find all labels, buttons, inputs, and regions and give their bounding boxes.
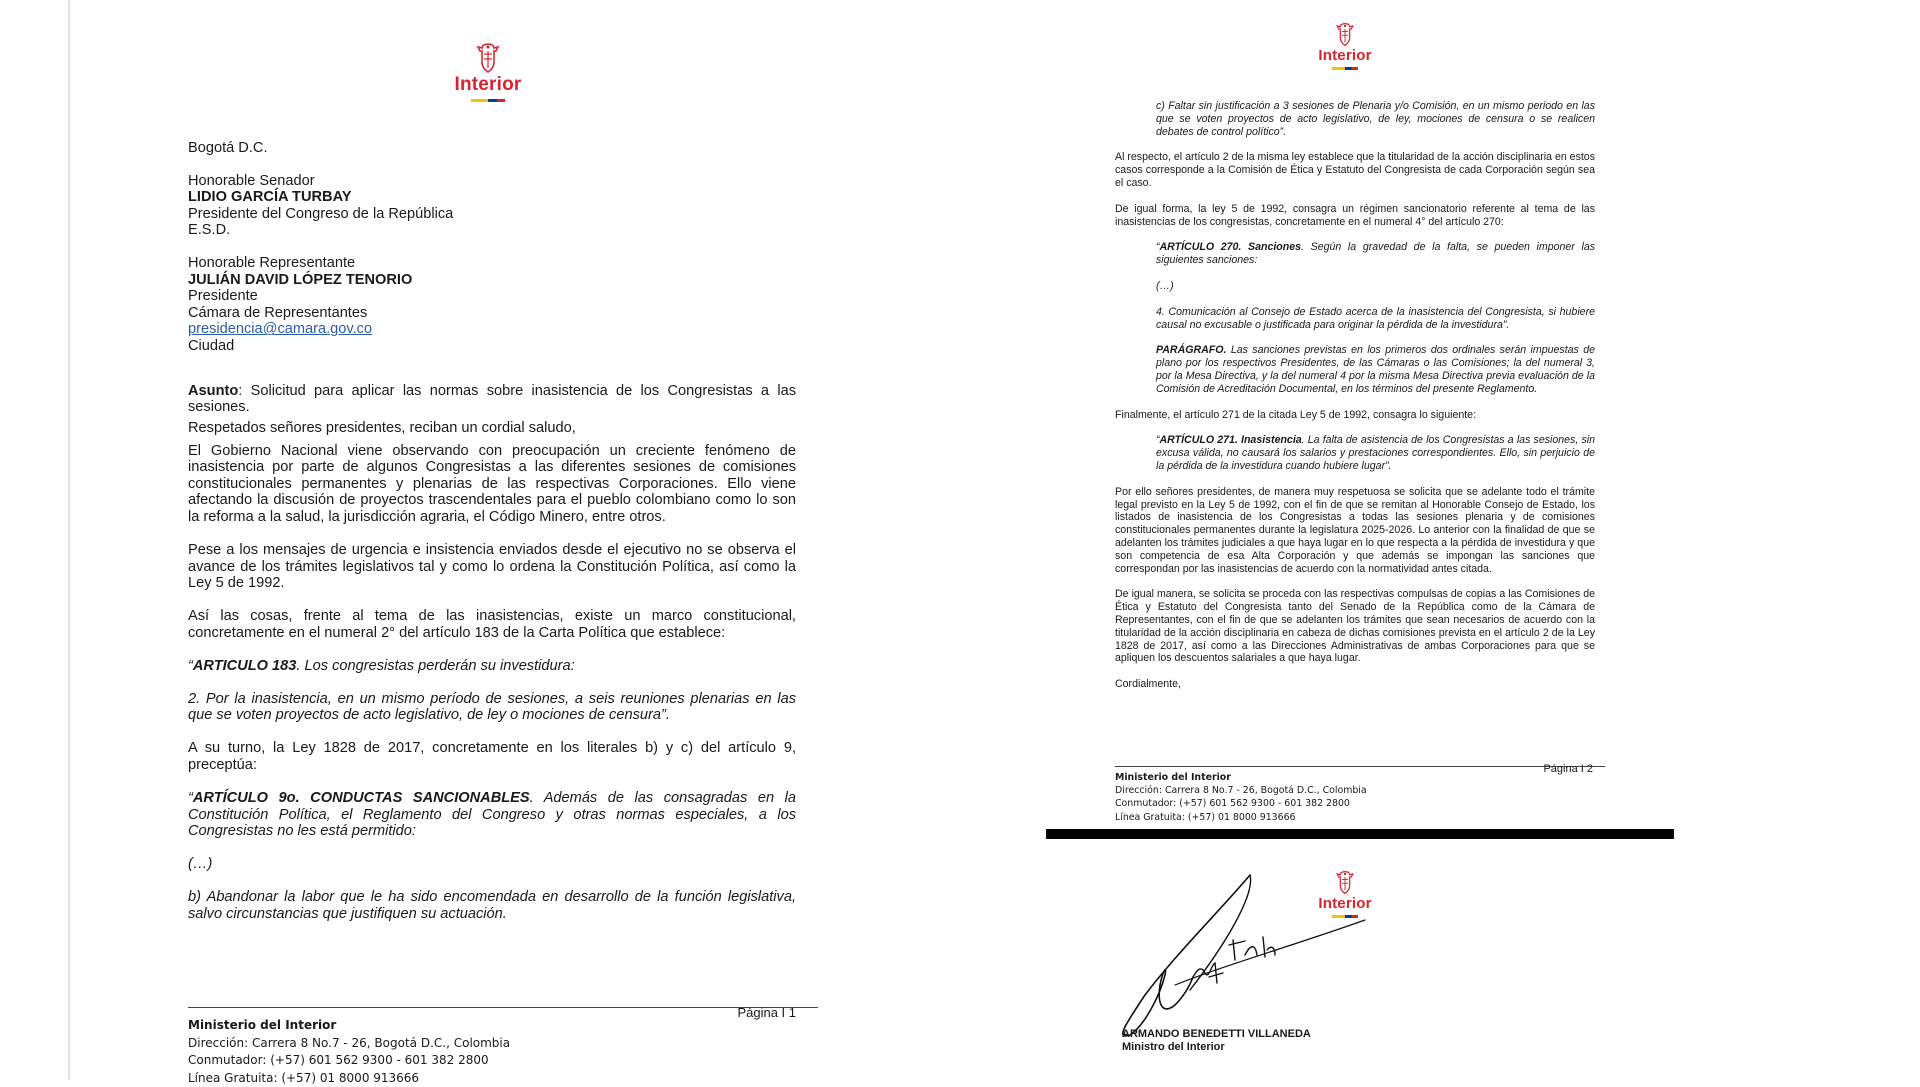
coat-of-arms-icon xyxy=(474,42,502,74)
footer-toll-free: Línea Gratuita: (+57) 01 8000 913666 xyxy=(1115,811,1605,824)
footer-org: Ministerio del Interior xyxy=(1115,771,1605,784)
quote-item: b) Abandonar la labor que le ha sido encomendada en desarrollo de la función legislativa, salvo circunstancias que justifiquen su actuación. xyxy=(188,889,796,922)
footer-address: Dirección: Carrera 8 No.7 - 26, Bogotá D.C., Colombia xyxy=(188,1035,818,1053)
page-number: Página I 2 xyxy=(1543,763,1593,775)
ministry-logo xyxy=(1295,22,1395,70)
flag-stripe xyxy=(1332,67,1358,70)
quote-heading: “ARTÍCULO 271. Inasistencia. La falta de asistencia de los Congresistas a las sesiones, sin excusa válida, no causará los salarios y prestaciones correspondientes. Ello, sin perjuicio de la pérdida de la investidura cuando hubiere lugar”. xyxy=(1156,434,1595,472)
footer-address: Dirección: Carrera 8 No.7 - 26, Bogotá D.C., Colombia xyxy=(1115,784,1605,797)
subject-line xyxy=(188,383,796,416)
quote-item: 2. Por la inasistencia, en un mismo período de sesiones, a seis reuniones plenarias en las que se voten proyectos de acto legislativo, de ley o mociones de censura”. xyxy=(188,691,796,724)
signer-name: ARMANDO BENEDETTI VILLANEDA xyxy=(1122,1028,1311,1041)
page-footer xyxy=(188,1007,818,1087)
quote-ellipsis: (…) xyxy=(1156,280,1595,293)
paragraph: De igual forma, la ley 5 de 1992, consagra un régimen sancionatorio referente al tema de las inasistencias de los congresistas, concretamente en el numeral 4° del artículo 270: xyxy=(1115,203,1595,229)
paragraph: El Gobierno Nacional viene observando con preocupación un creciente fenómeno de inasistencia por parte de algunos Congresistas a las diferentes sesiones de comisiones constitucionales permanentes y plenarias de las respectivas Corporaciones. Ello viene afectando la discusión de proyectos trascendentales para el pueblo colombiano como lo son la reforma a la salud, la jurisdicción agraria, el Código Minero, entre otros. xyxy=(188,443,796,526)
logo-wordmark: Interior xyxy=(1295,47,1395,64)
logo-wordmark: Interior xyxy=(1295,895,1395,912)
letter-page-1 xyxy=(188,0,800,1080)
recipient-city: Ciudad xyxy=(188,338,796,355)
ministry-logo xyxy=(433,42,543,102)
paragraph: Por ello señores presidentes, de manera muy respetuosa se solicita que se adelante todo el trámite legal previsto en la Ley 5 de 1992, con el fin de que se remitan al Honorable Consejo de Estado, los listados de inasistencia de los Congresistas a todas las sesiones plenaria y de comisiones constitucionales permanentes durante la legislatura 2025-2026. Lo anterior con la finalidad de que se adelanten los trámites judiciales a que haya lugar en lo que respecta a la pérdida de investidura y que son competencia de esa Alta Corporación y que además se impongan las sanciones que correspondan por las inasistencias de acuerdo con la normatividad antes citada. xyxy=(1115,486,1595,576)
quote-item: 4. Comunicación al Consejo de Estado acerca de la inasistencia del Congresista, si hubiere causal no excusable o justificada para originar la pérdida de la investidura”. xyxy=(1156,306,1595,332)
recipient-title: Honorable Senador xyxy=(188,173,796,190)
recipient-2 xyxy=(188,255,796,355)
letter-page-2 xyxy=(1115,0,1595,830)
letter-body-1 xyxy=(188,140,796,939)
email-link[interactable]: presidencia@camara.gov.co xyxy=(188,321,372,337)
paragraph: Así las cosas, frente al tema de las inasistencias, existe un marco constitucional, concretamente en el numeral 2° del artículo 183 de la Carta Política que establece: xyxy=(188,608,796,641)
recipient-extra: E.S.D. xyxy=(188,222,796,239)
page-footer xyxy=(1115,766,1605,824)
recipient-chamber: Cámara de Representantes xyxy=(188,305,796,322)
paragraph: Al respecto, el artículo 2 de la misma ley establece que la titularidad de la acción disciplinaria en estos casos corresponde a la Comisión de Ética y Estatuto del Congresista de cada Corporación según sea el caso. xyxy=(1115,151,1595,189)
recipient-title: Honorable Representante xyxy=(188,255,796,272)
page-divider-bar xyxy=(1046,829,1674,839)
footer-phone: Conmutador: (+57) 601 562 9300 - 601 382 2800 xyxy=(1115,797,1605,810)
paragraph: Finalmente, el artículo 271 de la citada Ley 5 de 1992, consagra lo siguiente: xyxy=(1115,409,1595,422)
footer-phone: Conmutador: (+57) 601 562 9300 - 601 382 2800 xyxy=(188,1052,818,1070)
recipient-1 xyxy=(188,173,796,239)
recipient-name: LIDIO GARCÍA TURBAY xyxy=(188,189,796,206)
signer-role: Ministro del Interior xyxy=(1122,1041,1311,1054)
footer-toll-free: Línea Gratuita: (+57) 01 8000 913666 xyxy=(188,1070,818,1087)
paragraph: De igual manera, se solicita se proceda con las respectivas compulsas de copias a las Comisiones de Ética y Estatuto del Congresista tanto del Senado de la República como de la Cámara de Representantes, con el fin de que se adelanten los trámites que sean necesarios de acuerdo con la titularidad de la acción disciplinaria en cabeza de dichas comisiones prevista en el artículo 2 de la Ley 1828 de 2017, así como a las Direcciones Administrativas de ambas Corporaciones para que se apliquen los descuentos salariales a que haya lugar. xyxy=(1115,588,1595,665)
subject-label: Asunto xyxy=(188,383,238,399)
quote-heading: “ARTÍCULO 270. Sanciones. Según la gravedad de la falta, se pueden imponer las siguientes sanciones: xyxy=(1156,241,1595,267)
handwritten-signature xyxy=(1105,865,1425,1045)
quote-ellipsis: (…) xyxy=(188,856,796,873)
quote-heading: “ARTICULO 183. Los congresistas perderán su investidura: xyxy=(188,658,796,675)
scan-edge xyxy=(68,0,70,1080)
letter-body-2 xyxy=(1115,100,1595,704)
city-line: Bogotá D.C. xyxy=(188,140,796,157)
flag-stripe xyxy=(471,99,505,102)
page-number: Página I 1 xyxy=(737,1005,796,1020)
quote-paragraph: PARÁGRAFO. Las sanciones previstas en los primeros dos ordinales serán impuestas de plano por los respectivos Presidentes, de las Cámaras o las Comisiones; la del numeral 3, por la Mesa Directiva, y la del numeral 4 por la misma Mesa Directiva previa evaluación de la Comisión de Acreditación Documental, en los términos del presente Reglamento. xyxy=(1156,344,1595,395)
paragraph: Pese a los mensajes de urgencia e insistencia enviados desde el ejecutivo no se observa el avance de los trámites legislativos tal y como lo ordena la Constitución Política, así como la Ley 5 de 1992. xyxy=(188,542,796,592)
quote-heading: “ARTÍCULO 9o. CONDUCTAS SANCIONABLES. Además de las consagradas en la Constitución Política, el Reglamento del Congreso y otras normas especiales, a los Congresistas no les está permitido: xyxy=(188,790,796,840)
footer-org: Ministerio del Interior xyxy=(188,1017,818,1035)
recipient-role: Presidente xyxy=(188,288,796,305)
recipient-name: JULIÁN DAVID LÓPEZ TENORIO xyxy=(188,272,796,289)
logo-wordmark: Interior xyxy=(433,74,543,96)
greeting: Respetados señores presidentes, reciban un cordial saludo, xyxy=(188,420,796,437)
coat-of-arms-icon xyxy=(1334,22,1356,47)
quote-item: c) Faltar sin justificación a 3 sesiones de Plenaria y/o Comisión, en un mismo periodo en las que se voten proyectos de acto legislativo, de ley, mociones de censura o se realicen debates de control político”. xyxy=(1156,100,1595,138)
signature-block xyxy=(1122,1028,1311,1054)
paragraph: A su turno, la Ley 1828 de 2017, concretamente en los literales b) y c) del artículo 9, preceptúa: xyxy=(188,740,796,773)
closing: Cordialmente, xyxy=(1115,678,1595,691)
recipient-role: Presidente del Congreso de la República xyxy=(188,206,796,223)
subject-text: : Solicitud para aplicar las normas sobre inasistencia de los Congresistas a las sesiones. xyxy=(188,383,796,416)
